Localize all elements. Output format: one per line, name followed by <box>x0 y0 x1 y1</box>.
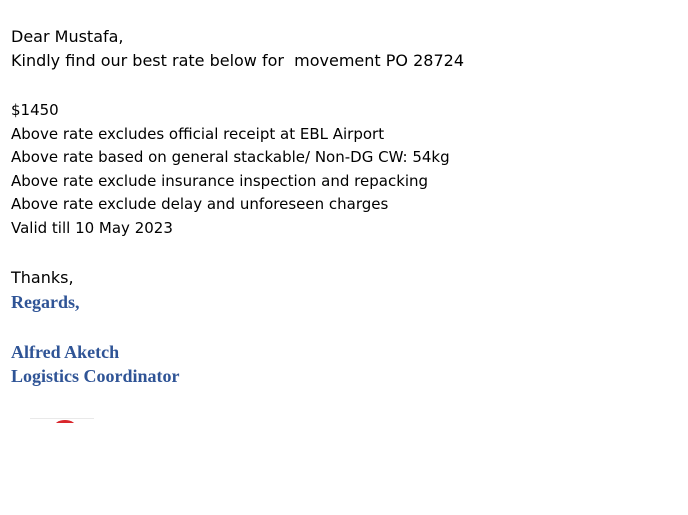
intro-line: Kindly find our best rate below for movement PO 28724 <box>11 51 464 70</box>
greeting-line: Dear Mustafa, <box>11 27 124 46</box>
rate-value: $1450 <box>11 101 59 119</box>
logo-edge <box>30 418 94 419</box>
email-body <box>11 25 671 388</box>
condition-line-3: Above rate exclude insurance inspection and repacking <box>11 171 429 190</box>
signature-title: Logistics Coordinator <box>11 366 180 386</box>
logo-mark <box>54 420 76 423</box>
validity-line: Valid till 10 May 2023 <box>11 218 173 237</box>
signature-name: Alfred Aketch <box>11 342 120 362</box>
condition-line-1: Above rate excludes official receipt at EBL Airport <box>11 124 385 143</box>
condition-line-4: Above rate exclude delay and unforeseen charges <box>11 195 389 213</box>
condition-line-2: Above rate based on general stackable/ Non-DG CW: 54kg <box>11 148 450 166</box>
company-logo-icon <box>30 415 94 423</box>
paragraph-gap <box>11 240 671 266</box>
thanks-line: Thanks, <box>11 268 74 287</box>
signature-closing: Regards, <box>11 292 80 312</box>
paragraph-gap <box>11 73 671 99</box>
paragraph-gap <box>11 314 671 340</box>
